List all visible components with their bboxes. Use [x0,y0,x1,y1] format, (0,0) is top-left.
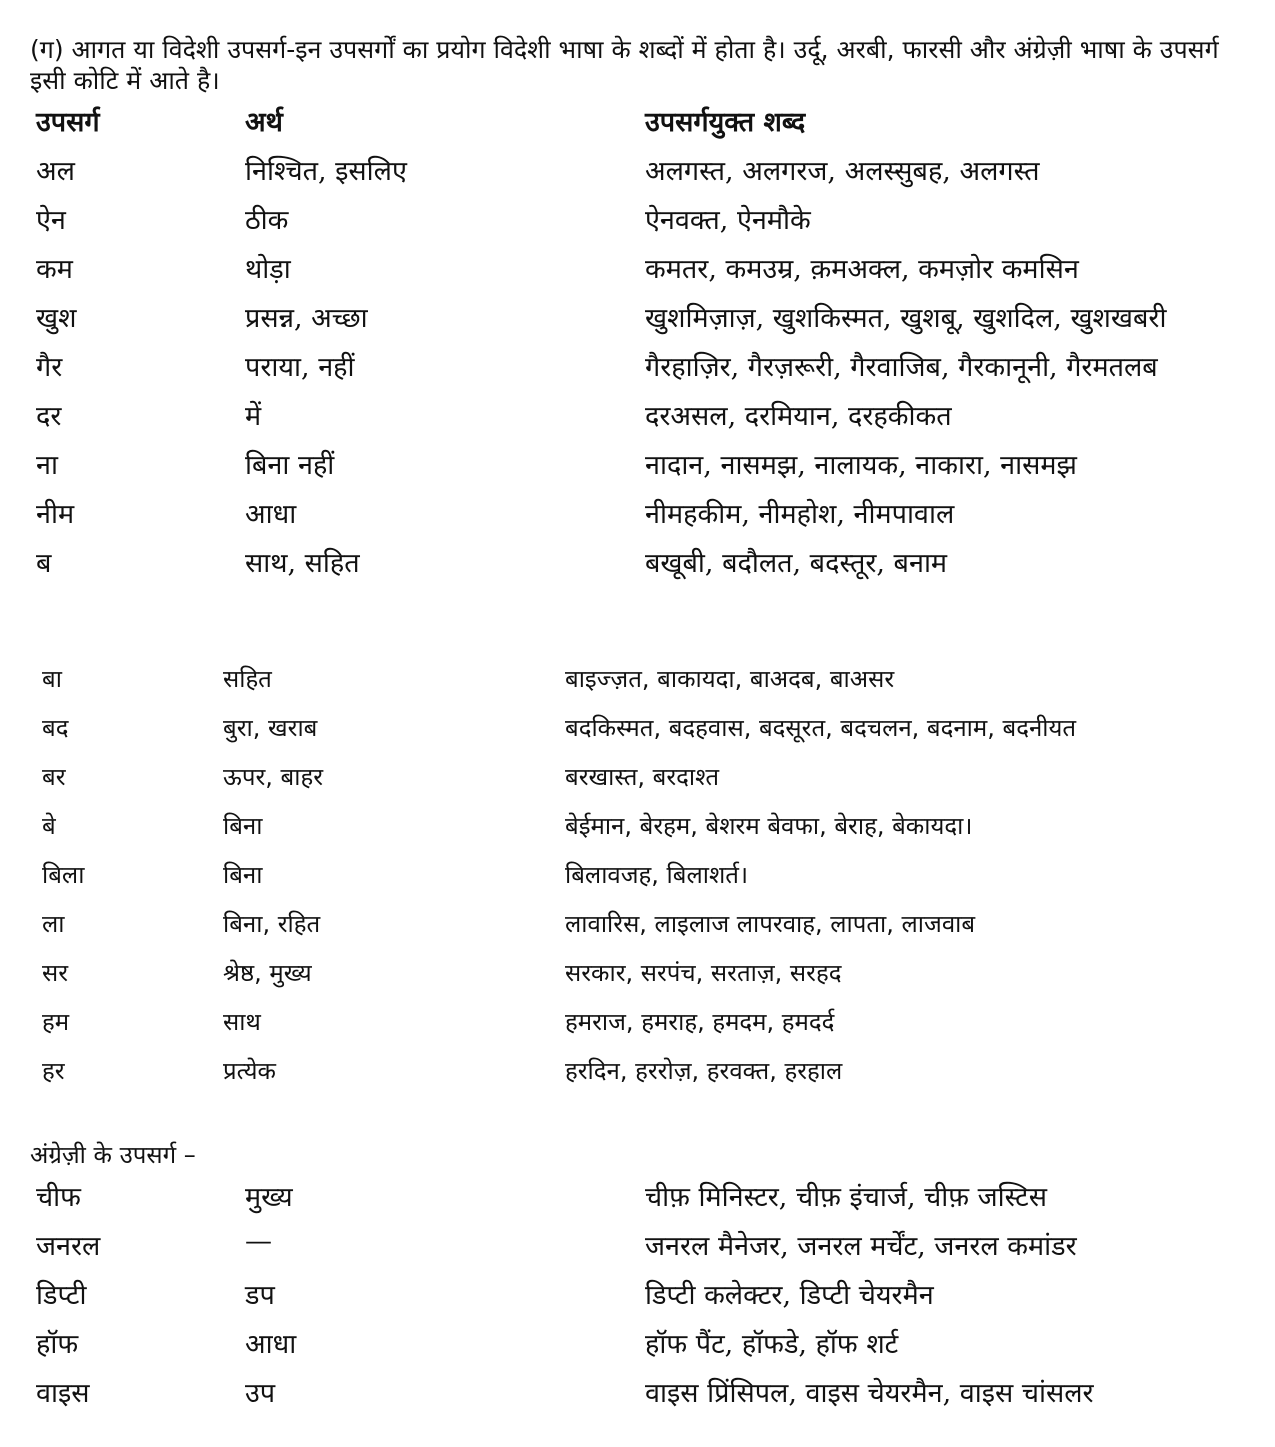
words-cell: वाइस प्रिंसिपल, वाइस चेयरमैन, वाइस चांसलर [645,1378,1094,1409]
meaning-cell: ठीक [245,205,289,236]
prefix-cell: गैर [36,352,63,383]
meaning-cell: मुख्य [245,1182,293,1213]
table-row [0,907,1275,956]
table-row [0,858,1275,907]
meaning-cell: थोड़ा [245,254,291,285]
table-row [0,347,1275,396]
words-cell: गैरहाज़िर, गैरज़रूरी, गैरवाजिब, गैरकानूनी, गैरमतलब [645,352,1158,383]
prefix-cell: बिला [42,861,85,889]
words-cell: नीमहकीम, नीमहोश, नीमपावाल [645,499,955,530]
words-cell: डिप्टी कलेक्टर, डिप्टी चेयरमैन [645,1280,934,1311]
prefix-cell: ऐन [36,205,66,236]
table-row [0,151,1275,200]
prefix-cell: हर [42,1057,65,1085]
table-row [0,956,1275,1005]
table-row [0,711,1275,760]
words-cell: बेईमान, बेरहम, बेशरम बेवफा, बेराह, बेकायदा। [565,812,973,840]
prefix-cell: नीम [36,499,75,530]
words-cell: बरखास्त, बरदाश्त [565,763,720,791]
meaning-cell: बिना नहीं [245,450,335,481]
prefix-cell: हम [42,1008,70,1036]
words-cell: दरअसल, दरमियान, दरहकीकत [645,401,952,432]
table-row [0,249,1275,298]
meaning-cell: में [245,401,262,432]
words-cell: चीफ़ मिनिस्टर, चीफ़ इंचार्ज, चीफ़ जस्टिस [645,1182,1048,1213]
meaning-cell: बिना [223,861,263,889]
prefix-cell: हॉफ [36,1329,79,1360]
meaning-cell: श्रेष्ठ, मुख्य [223,959,312,987]
table-row [0,760,1275,809]
words-cell: हरदिन, हररोज़, हरवक्त, हरहाल [565,1057,843,1085]
table-row [0,662,1275,711]
prefix-cell: दर [36,401,62,432]
words-cell: लावारिस, लाइलाज लापरवाह, लापता, लाजवाब [565,910,976,938]
prefix-cell: अल [36,156,75,187]
meaning-cell: निश्चित, इसलिए [245,156,407,187]
meaning-cell: बिना [223,812,263,840]
prefix-cell: बर [42,763,66,791]
prefix-cell: डिप्टी [36,1280,87,1311]
intro-paragraph: (ग) आगत या विदेशी उपसर्ग-इन उपसर्गों का प्रयोग विदेशी भाषा के शब्दों में होता है। उर्दू, अरबी, फारसी और अंग्रेज़ी भाषा के उपसर्ग इसी कोटि में आते है। [30,35,1219,95]
prefix-cell: ब [36,548,52,579]
table-row [0,809,1275,858]
meaning-cell: आधा [245,499,297,530]
prefix-table-english [0,1177,1275,1422]
words-cell: बदकिस्मत, बदहवास, बदसूरत, बदचलन, बदनाम, बदनीयत [565,714,1077,742]
words-cell: खुशमिज़ाज़, खुशकिस्मत, खुशबू, खुशदिल, खुशखबरी [645,303,1167,334]
words-cell: जनरल मैनेजर, जनरल मर्चेंट, जनरल कमांडर [645,1231,1077,1262]
meaning-cell: डप [245,1280,275,1311]
meaning-cell: प्रत्येक [223,1057,276,1085]
prefix-cell: कम [36,254,73,285]
table-row [0,396,1275,445]
meaning-cell: साथ, सहित [245,548,360,579]
prefix-cell: ना [36,450,58,481]
words-cell: बिलावजह, बिलाशर्त। [565,861,749,889]
prefix-cell: चीफ [36,1182,81,1213]
prefix-table-continued [0,662,1275,1103]
words-cell: हमराज, हमराह, हमदम, हमदर्द [565,1008,835,1036]
table-row [0,200,1275,249]
table-row [0,494,1275,543]
table-row [0,1054,1275,1103]
meaning-cell: प्रसन्न, अच्छा [245,303,368,334]
words-cell: ऐनवक्त, ऐनमौके [645,205,811,236]
table-row [0,1324,1275,1373]
table-row [0,1177,1275,1226]
prefix-cell: बा [42,665,62,693]
table-row [0,1226,1275,1275]
prefix-cell: सर [42,959,69,987]
table-row [0,1005,1275,1054]
prefix-cell: बे [42,812,56,840]
words-cell: कमतर, कमउम्र, क़मअक्ल, कमज़ोर कमसिन [645,254,1079,285]
meaning-cell: ऊपर, बाहर [223,763,324,791]
words-cell: हॉफ पैंट, हॉफडे, हॉफ शर्ट [645,1329,899,1360]
table-row [0,298,1275,347]
words-cell: अलगस्त, अलगरज, अलस्सुबह, अलगस्त [645,156,1040,187]
prefix-cell: वाइस [36,1378,90,1409]
table-header-row [0,102,1275,151]
meaning-cell: बिना, रहित [223,910,321,938]
english-prefixes-heading: अंग्रेज़ी के उपसर्ग – [30,1141,196,1169]
words-cell: बखूबी, बदौलत, बदस्तूर, बनाम [645,548,948,579]
words-cell: नादान, नासमझ, नालायक, नाकारा, नासमझ [645,450,1077,481]
table-row [0,445,1275,494]
table-row [0,1275,1275,1324]
prefix-table-urdu [0,102,1275,592]
table-row [0,543,1275,592]
meaning-cell: पराया, नहीं [245,352,355,383]
words-cell: बाइज्ज़त, बाकायदा, बाअदब, बाअसर [565,665,895,693]
table-row [0,1373,1275,1422]
prefix-cell: ला [42,910,65,938]
meaning-cell: उप [245,1378,276,1409]
words-cell: सरकार, सरपंच, सरताज़, सरहद [565,959,842,987]
meaning-cell: — [245,1226,272,1257]
meaning-cell: साथ [223,1008,261,1036]
header-words: उपसर्गयुक्त शब्द [645,107,806,138]
header-meaning: अर्थ [245,107,283,138]
prefix-cell: बद [42,714,69,742]
header-prefix: उपसर्ग [36,107,100,138]
meaning-cell: बुरा, खराब [223,714,318,742]
prefix-cell: जनरल [36,1231,101,1262]
prefix-cell: खुश [36,303,77,334]
meaning-cell: सहित [223,665,272,693]
meaning-cell: आधा [245,1329,297,1360]
